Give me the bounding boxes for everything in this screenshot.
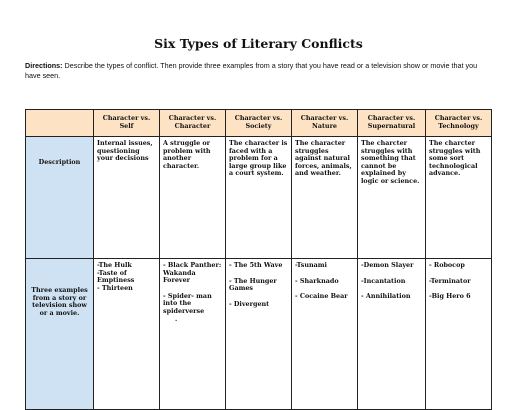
example-item: - Thirteen bbox=[97, 283, 133, 292]
header-cell-society: Character vs. Society bbox=[226, 110, 292, 137]
header-cell-technology: Character vs. Technology bbox=[426, 110, 492, 137]
example-item: - Robocop bbox=[429, 261, 465, 269]
description-cell-supernatural: The charcter struggles with something that cannot be explained by logic or science. bbox=[358, 137, 426, 259]
examples-label: Three examples from a story or television show or a movie. bbox=[26, 259, 94, 410]
example-item: - Annihilation bbox=[361, 292, 411, 301]
conflicts-table bbox=[25, 109, 492, 410]
examples-cell-supernatural bbox=[358, 259, 426, 410]
header-cell-nature: Character vs. Nature bbox=[292, 110, 358, 137]
header-corner-cell bbox=[26, 110, 94, 137]
example-item: - Cocaine Bear bbox=[295, 292, 348, 301]
example-item: -The Hulk bbox=[97, 261, 132, 269]
example-item: - Sharknado bbox=[295, 276, 339, 285]
description-label: Description bbox=[26, 137, 94, 259]
examples-cell-self bbox=[94, 259, 160, 410]
example-item: -Big Hero 6 bbox=[429, 292, 471, 301]
description-cell-character: A struggle or problem with another character. bbox=[160, 137, 226, 259]
example-item: - Black Panther: Wakanda Forever bbox=[163, 261, 222, 285]
example-item: - The 5th Wave bbox=[229, 261, 283, 269]
description-cell-nature: The character struggles against natural forces, animals, and weather. bbox=[292, 137, 358, 259]
example-item: - Divergent bbox=[229, 299, 270, 308]
document-title: Six Types of Literary Conflicts bbox=[154, 36, 363, 51]
example-item: -Taste of Emptiness bbox=[97, 268, 135, 285]
examples-cell-character bbox=[160, 259, 226, 410]
directions-label: Directions: bbox=[25, 61, 63, 70]
header-cell-supernatural: Character vs. Supernatural bbox=[358, 110, 426, 137]
header-cell-self: Character vs. Self bbox=[94, 110, 160, 137]
examples-row bbox=[26, 259, 492, 410]
example-item: -Incantation bbox=[361, 276, 406, 285]
description-cell-society: The character is faced with a problem for a large group like a court system. bbox=[226, 137, 292, 259]
example-item: - Spider- man into the spiderverse bbox=[163, 291, 212, 315]
example-item: - The Hunger Games bbox=[229, 276, 277, 293]
example-item: -Tsunami bbox=[295, 261, 327, 269]
header-cell-character: Character vs. Character bbox=[160, 110, 226, 137]
description-row bbox=[26, 137, 492, 259]
header-row bbox=[26, 110, 492, 137]
example-item: -Demon Slayer bbox=[361, 261, 414, 269]
description-cell-technology: The charcter struggles with some sort technological advance. bbox=[426, 137, 492, 259]
directions-body: Describe the types of conflict. Then provide three examples from a story that you have read or a television show or movie that you have seen. bbox=[25, 61, 478, 80]
directions-text bbox=[25, 61, 490, 81]
example-item: -Terminator bbox=[429, 276, 471, 285]
examples-cell-society bbox=[226, 259, 292, 410]
description-cell-self: Internal issues, questioning your decisions bbox=[94, 137, 160, 259]
example-item: . bbox=[175, 314, 178, 323]
examples-cell-technology bbox=[426, 259, 492, 410]
examples-cell-nature bbox=[292, 259, 358, 410]
